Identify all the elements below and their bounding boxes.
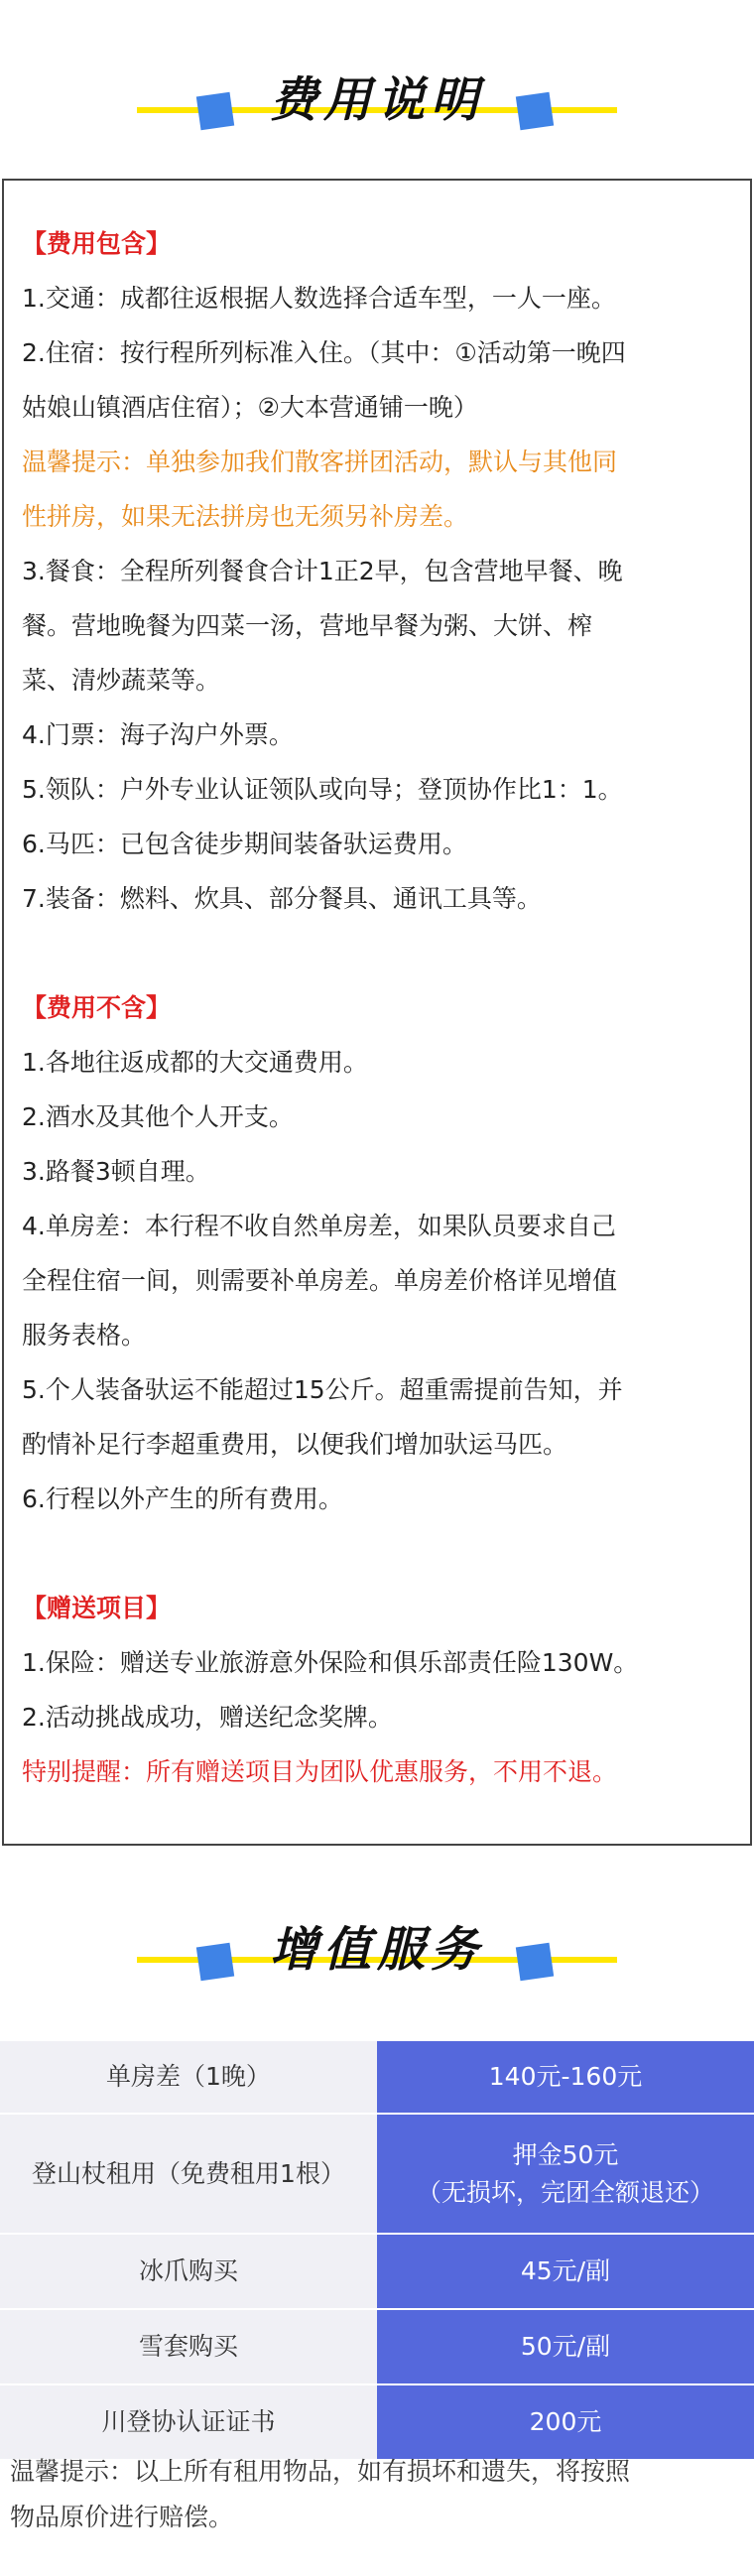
table-row: [0, 2114, 754, 2234]
gift-line: 2.活动挑战成功，赠送纪念奖牌。: [22, 1703, 393, 1732]
included-line: 2.住宿：按行程所列标准入住。（其中：①活动第一晚四: [22, 338, 626, 367]
included-line: 1.交通：成都往返根据人数选择合适车型，一人一座。: [22, 284, 616, 313]
footer-note-line: 物品原价进行赔偿。: [10, 2503, 234, 2531]
special-reminder: 特别提醒：所有赠送项目为团队优惠服务，不用不退。: [22, 1757, 618, 1786]
service-price-note: （无损坏，完团全额退还）: [416, 2177, 714, 2207]
excluded-line: 6.行程以外产生的所有费用。: [22, 1484, 343, 1513]
included-line: 6.马匹：已包含徒步期间装备驮运费用。: [22, 830, 467, 858]
excluded-line: 服务表格。: [22, 1321, 147, 1350]
services-table: [0, 2041, 754, 2461]
service-name: 川登协认证证书: [0, 2384, 377, 2460]
gift-line: 1.保险：赠送专业旅游意外保险和俱乐部责任险130W。: [22, 1648, 639, 1677]
excluded-line: 2.酒水及其他个人开支。: [22, 1102, 294, 1131]
service-name: 单房差（1晚）: [0, 2041, 377, 2114]
service-price: 50元/副: [377, 2309, 754, 2384]
excluded-line: 5.个人装备驮运不能超过15公斤。超重需提前告知，并: [22, 1375, 623, 1404]
footer-note-line: 温馨提示：以上所有租用物品，如有损坏和遗失，将按照: [10, 2457, 631, 2486]
service-name: 雪套购买: [0, 2309, 377, 2384]
included-line: 5.领队：户外专业认证领队或向导；登顶协作比1：1。: [22, 775, 623, 804]
spacer: [22, 926, 730, 980]
section-title: 增值服务: [269, 1922, 484, 1978]
table-row: [0, 2234, 754, 2309]
gifts-heading: 【赠送项目】: [22, 1594, 172, 1622]
fee-details-box: [2, 179, 752, 1846]
table-row: [0, 2309, 754, 2384]
included-line: 4.门票：海子沟户外票。: [22, 720, 294, 749]
included-line: 3.餐食：全程所列餐食合计1正2早，包含营地早餐、晚: [22, 557, 623, 585]
excluded-line: 1.各地往返成都的大交通费用。: [22, 1048, 368, 1077]
service-price: 45元/副: [377, 2234, 754, 2309]
section-header-services: [0, 1846, 754, 2044]
included-heading: 【费用包含】: [22, 229, 172, 258]
excluded-heading: 【费用不含】: [22, 993, 172, 1022]
footer-note: [10, 2449, 749, 2540]
service-name: 冰爪购买: [0, 2234, 377, 2309]
excluded-line: 酌情补足行李超重费用，以便我们增加驮运马匹。: [22, 1430, 568, 1459]
warm-tip-line: 性拼房，如果无法拼房也无须另补房差。: [22, 502, 469, 531]
excluded-line: 4.单房差：本行程不收自然单房差，如果队员要求自己: [22, 1212, 616, 1240]
service-price-main: 押金50元: [512, 2139, 619, 2169]
section-title: 费用说明: [269, 72, 484, 128]
excluded-line: 3.路餐3顿自理。: [22, 1157, 210, 1186]
excluded-line: 全程住宿一间，则需要补单房差。单房差价格详见增值: [22, 1266, 618, 1295]
included-line: 姑娘山镇酒店住宿）；②大本营通铺一晚）: [22, 393, 478, 422]
service-price: [377, 2114, 754, 2234]
spacer: [22, 1526, 730, 1581]
included-line: 7.装备：燃料、炊具、部分餐具、通讯工具等。: [22, 884, 542, 913]
included-line: 菜、清炒蔬菜等。: [22, 666, 221, 695]
service-price: 140元-160元: [377, 2041, 754, 2114]
table-row: [0, 2041, 754, 2114]
service-name: 登山杖租用（免费租用1根）: [0, 2114, 377, 2234]
included-line: 餐。营地晚餐为四菜一汤，营地早餐为粥、大饼、榨: [22, 611, 593, 640]
service-price: 200元: [377, 2384, 754, 2460]
section-header-fees: [0, 0, 754, 149]
warm-tip-line: 温馨提示：单独参加我们散客拼团活动，默认与其他同: [22, 448, 618, 476]
